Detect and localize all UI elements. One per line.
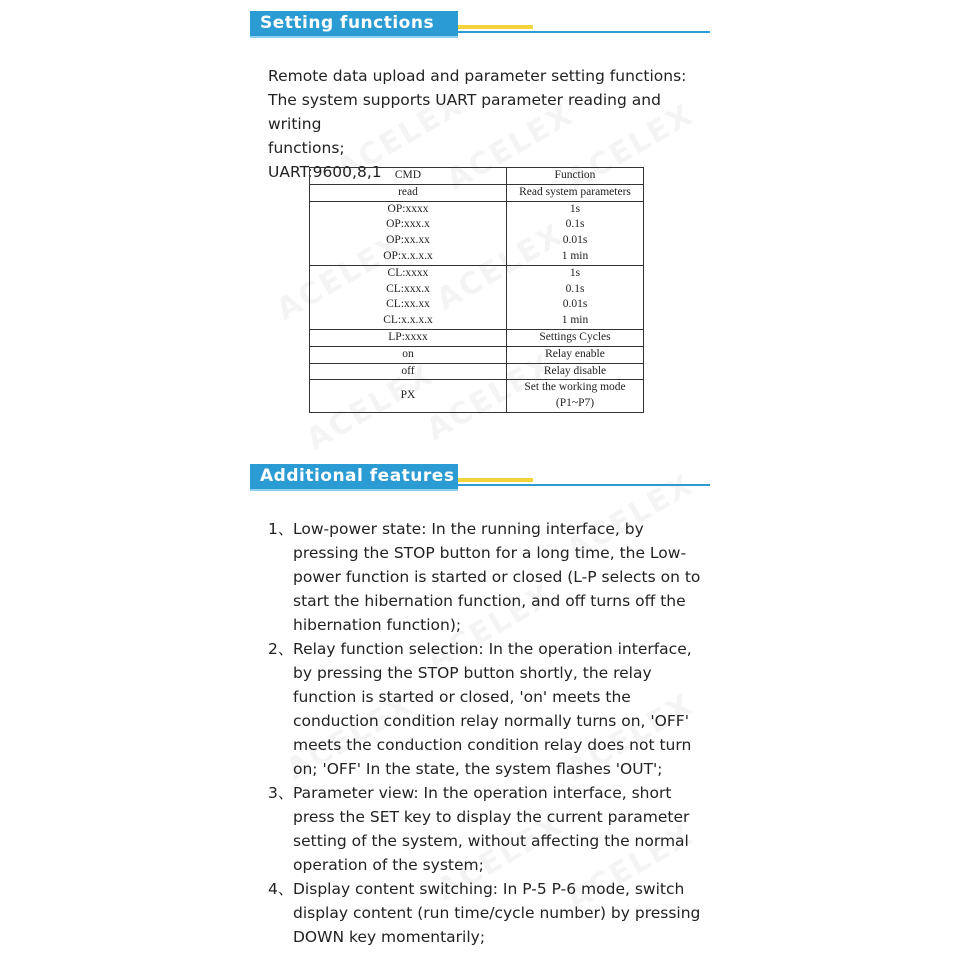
table-row — [310, 329, 644, 346]
item-number: 3、 — [268, 784, 294, 802]
item-number: 1、 — [268, 520, 294, 538]
table-row — [310, 346, 644, 363]
table-row — [310, 380, 644, 413]
list-item — [268, 517, 713, 637]
header-underline — [250, 36, 458, 38]
table-row — [310, 184, 644, 201]
accent-line-blue — [458, 31, 710, 33]
cmd-cell: LP:xxxx — [310, 329, 507, 346]
cmd-line: OP:x.x.x.x — [383, 249, 433, 262]
function-line: 1s — [569, 202, 581, 215]
cmd-cell: read — [310, 184, 507, 201]
item-number: 2、 — [268, 640, 294, 658]
section-header-additional-features — [250, 464, 710, 490]
intro-line: UART:9600,8,1 — [268, 163, 382, 181]
cmd-line: OP:xxxx — [387, 202, 429, 215]
cmd-cell — [310, 201, 507, 265]
function-line: (P1~P7) — [555, 397, 595, 410]
column-header-cmd: CMD — [310, 168, 507, 185]
cmd-line: OP:xxx.x — [386, 218, 430, 231]
list-item — [268, 781, 713, 877]
table-header-row — [310, 168, 644, 185]
table-row — [310, 363, 644, 380]
command-table — [309, 167, 644, 413]
column-header-function: Function — [507, 168, 644, 185]
accent-line-blue — [458, 484, 710, 486]
cmd-line: CL:xxxx — [387, 266, 429, 279]
function-cell: Read system parameters — [507, 184, 644, 201]
function-cell: Settings Cycles — [507, 329, 644, 346]
cmd-line: CL:x.x.x.x — [383, 314, 433, 327]
function-line: 0.01s — [562, 234, 588, 247]
features-list — [268, 517, 713, 949]
item-text: Relay function selection: In the operation interface, by pressing the STOP button shortly, the relay function is started or closed, 'on' meets the conduction condition relay normally turns on, 'OFF' meets the conduction condition relay does not turn on; 'OFF' In the state, the system flashes 'OUT'; — [293, 640, 692, 778]
function-line: Set the working mode — [524, 381, 626, 394]
item-text: Low-power state: In the running interface, by pressing the STOP button for a long time, the Low-power function is started or closed (L-P selects on to start the hibernation function, and off turns off the hibernation function); — [293, 520, 701, 634]
function-cell — [507, 380, 644, 413]
section-title: Setting functions — [250, 11, 458, 36]
cmd-cell: on — [310, 346, 507, 363]
function-line: 1 min — [561, 314, 589, 327]
function-line: 1 min — [561, 249, 589, 262]
intro-line: The system supports UART parameter reading and writing — [268, 91, 661, 133]
accent-line-yellow — [458, 25, 533, 29]
list-item — [268, 637, 713, 781]
function-cell: Relay disable — [507, 363, 644, 380]
cmd-cell — [310, 265, 507, 329]
item-number: 4、 — [268, 880, 294, 898]
cmd-line: CL:xx.xx — [386, 298, 430, 311]
function-cell — [507, 265, 644, 329]
intro-line: Remote data upload and parameter setting functions: — [268, 67, 687, 85]
function-line: 0.1s — [565, 218, 585, 231]
intro-line: functions; — [268, 139, 345, 157]
list-item — [268, 877, 713, 949]
intro-text — [268, 64, 708, 184]
section-header-setting-functions — [250, 11, 710, 37]
header-underline — [250, 489, 458, 491]
cmd-line: CL:xxx.x — [386, 282, 430, 295]
table-row — [310, 201, 644, 265]
function-line: 0.01s — [562, 298, 588, 311]
accent-line-yellow — [458, 478, 533, 482]
function-cell — [507, 201, 644, 265]
cmd-cell: off — [310, 363, 507, 380]
section-title: Additional features — [250, 464, 458, 489]
table-row — [310, 265, 644, 329]
item-text: Parameter view: In the operation interface, short press the SET key to display the current parameter setting of the system, without affecting the normal operation of the system; — [293, 784, 690, 874]
cmd-line: OP:xx.xx — [386, 234, 430, 247]
function-cell: Relay enable — [507, 346, 644, 363]
item-text: Display content switching: In P-5 P-6 mode, switch display content (run time/cycle number) by pressing DOWN key momentarily; — [293, 880, 701, 946]
function-line: 1s — [569, 266, 581, 279]
cmd-cell: PX — [310, 380, 507, 413]
function-line: 0.1s — [565, 282, 585, 295]
